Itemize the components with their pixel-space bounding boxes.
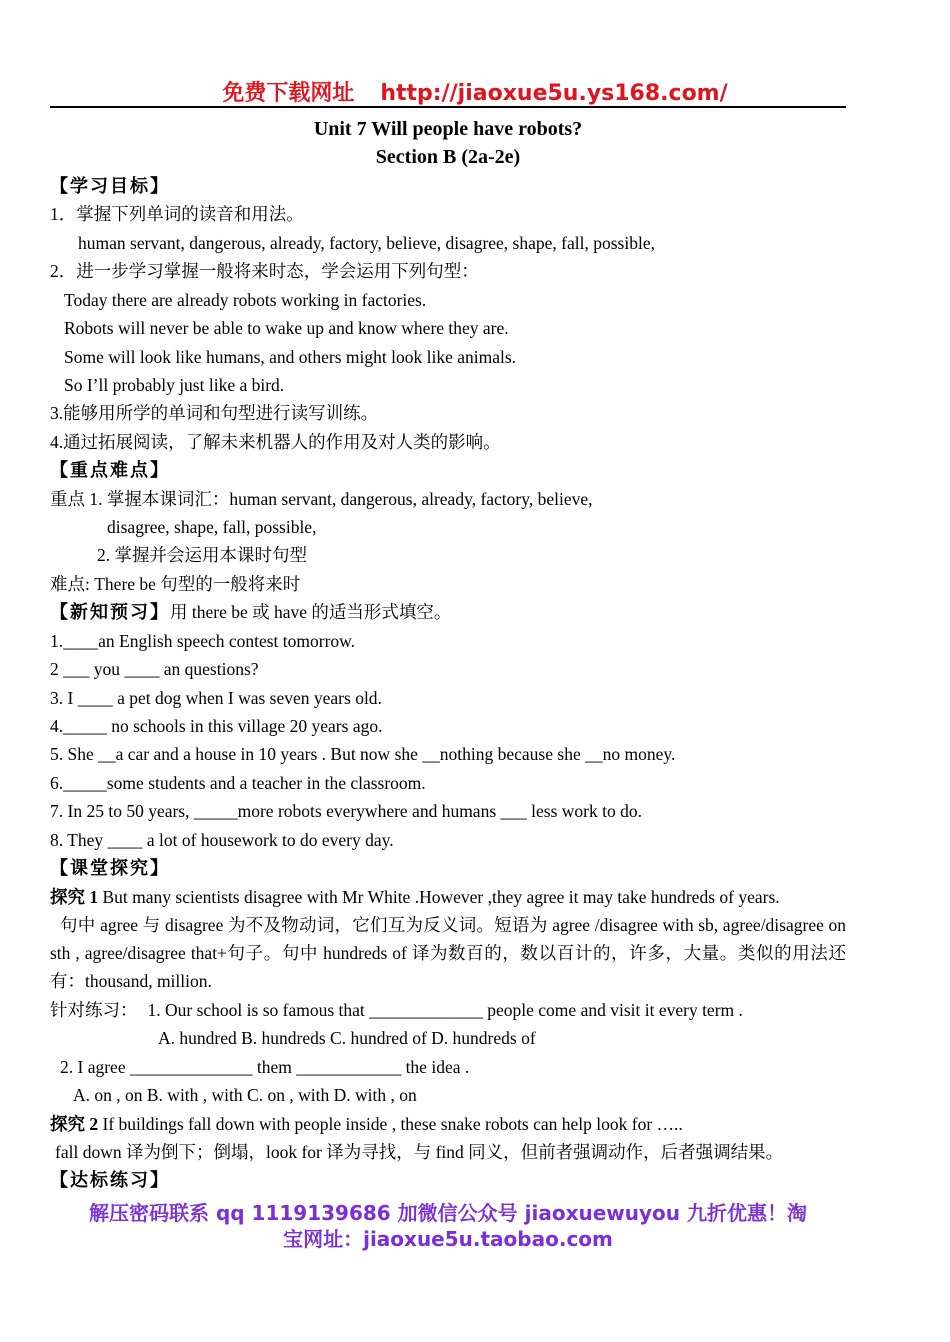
- exercise-item: 1.____an English speech contest tomorrow.: [50, 631, 356, 651]
- explore-2-note: fall down 译为倒下；倒塌，look for 译为寻找，与 find 同义，但前者强调动作，后者强调结果。: [55, 1142, 784, 1162]
- site-url-link[interactable]: http://jiaoxue5u.ys168.com/: [380, 81, 728, 106]
- practice-question-1-options: A. hundred B. hundreds C. hundred of D. hundreds of: [158, 1028, 536, 1048]
- key-point-line: disagree, shape, fall, possible,: [107, 517, 317, 537]
- exercise-item: 6._____some students and a teacher in the classroom.: [50, 773, 426, 793]
- footer-shop-link[interactable]: 宝网址：jiaoxue5u.taobao.com: [283, 1227, 613, 1251]
- preview-instruction: 用 there be 或 have 的适当形式填空。: [170, 602, 452, 622]
- explore-1-line: [50, 885, 780, 909]
- explore-heading: 【课堂探究】: [50, 858, 170, 878]
- key-points-heading: 【重点难点】: [50, 460, 170, 480]
- explore-1-note: 句中 agree 与 disagree 为不及物动词，它们互为反义词。短语为 agree /disagree with sb, agree/disagree on sth , agree/disagree that+句子。句中 hundreds of 译为数百的，数以百计的，许多，大量。类似的用法还有：thousand, million.: [50, 915, 846, 991]
- difficult-point-line: 难点: There be 句型的一般将来时: [50, 574, 301, 594]
- download-site-header: [0, 76, 950, 107]
- goal-item-2: 2．进一步学习掌握一般将来时态，学会运用下列句型：: [50, 261, 479, 281]
- goal-item-1: 1．掌握下列单词的读音和用法。: [50, 204, 304, 224]
- footer-contact-line: 解压密码联系 qq 1119139686 加微信公众号 jiaoxuewuyou 九折优惠！淘: [89, 1201, 807, 1225]
- goal-sentence: Some will look like humans, and others might look like animals.: [64, 347, 517, 367]
- unit-title: Unit 7 Will people have robots?: [313, 118, 583, 140]
- header-divider: [50, 106, 846, 108]
- explore-2-sentence: If buildings fall down with people inside , these snake robots can help look for …..: [98, 1114, 683, 1134]
- exercise-item: 7. In 25 to 50 years, _____more robots everywhere and humans ___ less work to do.: [50, 801, 642, 821]
- practice-question-1: 1. Our school is so famous that _____________ people come and visit it every term .: [147, 1000, 743, 1020]
- practice-question-2-options: A. on , on B. with , with C. on , with D. with , on: [73, 1085, 417, 1105]
- preview-header-line: [50, 600, 451, 624]
- section-title: Section B (2a-2e): [375, 146, 521, 168]
- exercise-item: 4._____ no schools in this village 20 years ago.: [50, 716, 383, 736]
- exercise-item: 2 ___ you ____ an questions?: [50, 659, 259, 679]
- explore-1-sentence: But many scientists disagree with Mr White .However ,they agree it may take hundreds of years.: [98, 887, 780, 907]
- practice-heading: 【达标练习】: [50, 1170, 170, 1190]
- practice-question-1-line: [50, 998, 743, 1022]
- exercise-item: 5. She __a car and a house in 10 years . But now she __nothing because she __no money.: [50, 744, 676, 764]
- goal-item-3: 3.能够用所学的单词和句型进行读写训练。: [50, 403, 379, 423]
- key-point-line: 重点 1. 掌握本课词汇：human servant, dangerous, already, factory, believe,: [50, 489, 593, 509]
- goal-item-4: 4.通过拓展阅读，了解未来机器人的作用及对人类的影响。: [50, 432, 501, 452]
- preview-heading: 【新知预习】: [50, 602, 170, 622]
- goal-sentence: So I’ll probably just like a bird.: [64, 375, 285, 395]
- exercise-item: 8. They ____ a lot of housework to do every day.: [50, 830, 394, 850]
- practice-label: 针对练习：: [50, 1000, 138, 1020]
- explore-2-line: [50, 1112, 683, 1136]
- site-label: 免费下载网址: [222, 81, 355, 106]
- exercise-item: 3. I ____ a pet dog when I was seven years old.: [50, 688, 382, 708]
- goal-sentence: Robots will never be able to wake up and know where they are.: [64, 318, 509, 338]
- explore-2-label: 探究 2: [50, 1114, 99, 1134]
- goals-heading: 【学习目标】: [50, 176, 170, 196]
- goal-words: human servant, dangerous, already, factory, believe, disagree, shape, fall, possible,: [78, 233, 655, 253]
- goal-sentence: Today there are already robots working in factories.: [64, 290, 427, 310]
- practice-question-2: 2. I agree ______________ them ____________ the idea .: [60, 1057, 470, 1077]
- key-point-line: 2. 掌握并会运用本课时句型: [97, 545, 307, 565]
- explore-1-label: 探究 1: [50, 887, 99, 907]
